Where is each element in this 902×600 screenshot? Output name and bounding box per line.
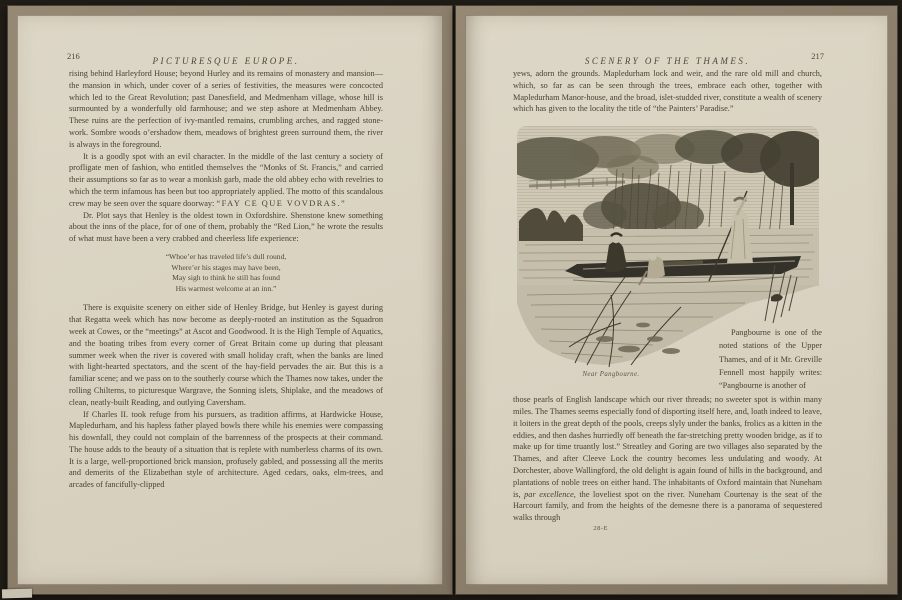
right-running-title: SCENERY OF THE THAMES. (584, 56, 751, 66)
paragraph: There is exquisite scenery on either side of Henley Bridge, but Henley is gayest during that Regatta week which has now become as deeply-rooted an institution as the Squadron week at Cowes, or the “meetings” at Ascot and Goodwood. It is the High Temple of Aquatics, and the boating tribes from every corner of Great Britain come up during that pleasant summer week when the river is covered with small holiday craft, when the banks are lined with light-hearted spectators, and the scent of the hay-field pervades the air. But this is a familiar scene; and we pass on to the southerly course which the Thames now takes, under the rolling Chilterns, to picturesque Wargrave, the Sonning islets, Shiplake, and the meadows of clean, neatly-built Reading, and outlying Caversham. (69, 303, 383, 407)
left-running-title: PICTURESQUE EUROPE. (152, 56, 300, 66)
left-page-number: 216 (67, 51, 80, 61)
paragraph (69, 151, 383, 210)
illustration-caption: Near Pangbourne. (582, 371, 640, 379)
paragraph-text: those pearls of English landscape which our river threads; no sweeter spot is within many miles. The Thames seems especially fond of disporting itself here, and, loath indeed to leave, it loiters in the great depth of the pools, creeps slyly under the banks, frolics as a kitten in the eddies, and then dashes hurriedly off beneath the far-stretching pretty wooden bridge, as if to make up for time truantly lost.” Streatley and Goring are two villages also separated by the Thames, and after Cleeve Lock the country becomes less undulating and woody. At Dorchester, above Wallingford, the old delight is again found of hills in the background, and plantations of noble trees on either hand. The inhabitants of Oxford maintain that Nuneham is, (513, 395, 822, 499)
paragraph: rising behind Harleyford House; beyond Hurley and its remains of monastery and mansion—the mansion in which, under cover of a series of festivities, the measures were concocted which led to the Great Revolution; past Danesfield, and Medmenham village, whose hill is surmounted by a wonderfully old farmhouse; and we step ashore at Medmenham Abbey. These ruins are the perfection of ivy-mantled remains, crumbling arches, and ragged stone-work. Sombre woods o’ershadow them, meadows of brightest green surround them, the river is always in the foreground. (69, 69, 383, 149)
italic-phrase: par excellence, (524, 489, 576, 499)
side-column-text: Pangbourne is one of the noted stations of the Upper Thames, and of it Mr. Greville Fennell most happily writes: “Pangbourne is another of (719, 328, 822, 390)
left-page-paper (17, 15, 443, 585)
left-running-head (67, 51, 383, 66)
paragraph (513, 394, 822, 524)
paragraph: If Charles II. took refuge from his pursuers, as tradition affirms, at Hardwicke House, Mapledurham, and his hapless father played bowls there while his enemies were compassing his downfall, they could not complain of the barrenness of the prospects at their command. The house adds to the beauty of a situation that is replete with numberless charms of its own. It is a large, well-proportioned brick mansion, profusely gabled, and possessing all the merits and demerits of the Elizabethan style of architecture. Aged cedars, oaks, elm-trees, and arcades of fancifully-clipped (69, 409, 383, 490)
verse-line: His warmest welcome at an inn.” (175, 283, 277, 293)
right-page-paper (465, 15, 888, 585)
right-body-text-lower (513, 394, 822, 524)
corner-sticker (2, 589, 32, 599)
right-page-number: 217 (811, 51, 824, 61)
left-body-text (69, 68, 383, 491)
verse-line: “Whoe’er has traveled life’s dull round, (165, 251, 287, 261)
verse-line: May sigh to think he still has found (172, 273, 280, 283)
paragraph: Dr. Plot says that Henley is the oldest town in Oxfordshire. Shenstone knew something about the inns of the place, for of one of them, probably the “Red Lion,” he wrote the results of what must have been a very crabbed and cheerless life experience: (69, 210, 383, 244)
right-body-text (513, 68, 822, 115)
signature-mark: 28-E (593, 524, 608, 532)
right-page (456, 6, 897, 594)
paragraph: yews, adorn the grounds. Mapledurham lock and weir, and the rare old mill and church, which, so far as can be seen through the trees, embrace each other, together with Mapledurham Manor-house, and the broad, islet-studded river, constitute a wealth of scenery which has given to the locality the title of “the Painters’ Paradise.” (513, 69, 822, 114)
left-page (8, 6, 452, 594)
paragraph-text: It is a goodly spot with an evil character. In the middle of the last century a society of profligate men of fashion, who entitled themselves the “Monks of St. Francis,” and carried their assumptions so far as to wear a monkish garb, made the old abbey echo with revelries to which the term infamous has been but too appropriately applied. The motto of this scandalous crew may be seen over the square doorway: (69, 151, 383, 208)
paragraph-text: the loveliest spot on the river. Nuneham Courtenay is the seat of the Harcourt family, and from the heights of the demesne there is a panorama of sequestered walks through (513, 489, 822, 523)
verse-line: Where’er his stages may have been, (171, 262, 281, 272)
illustration-block (513, 125, 822, 393)
verse-quote (69, 252, 383, 294)
right-running-head (513, 51, 824, 66)
doorway-motto: “FAY CE QUE VOVDRAS.” (216, 198, 347, 208)
